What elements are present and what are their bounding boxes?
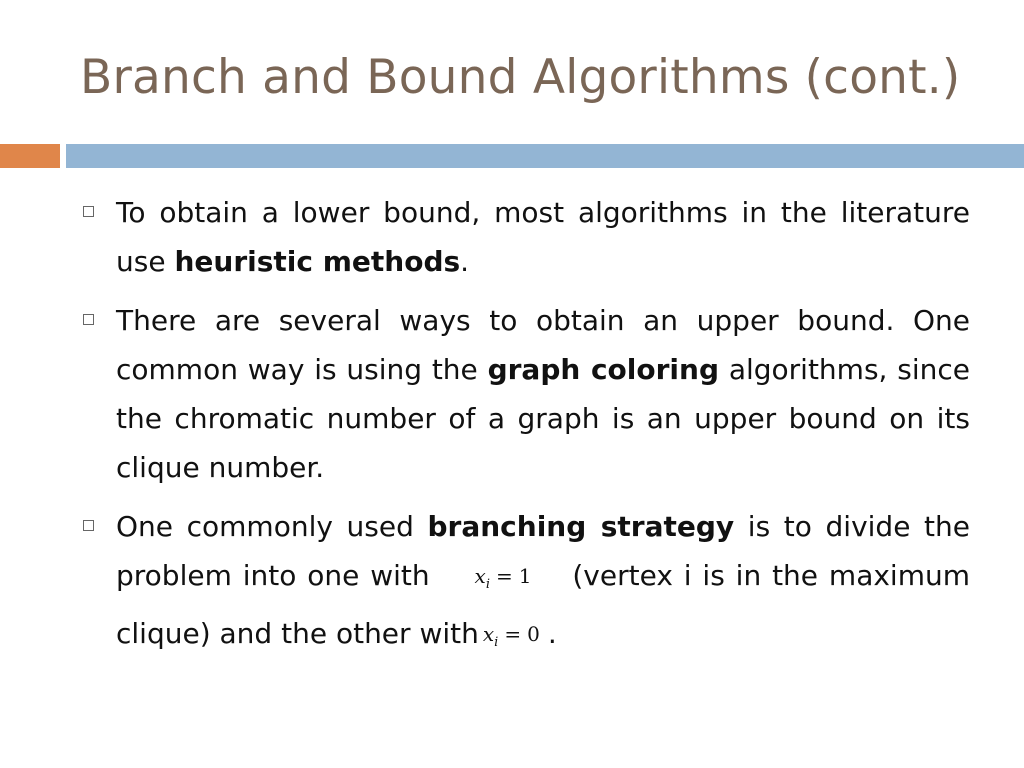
square-bullet-icon bbox=[83, 206, 94, 217]
bullet-list bbox=[80, 188, 970, 677]
square-bullet-icon bbox=[83, 520, 94, 531]
bullet-text: is to divide the problem into one with bbox=[116, 510, 970, 592]
bullet-text: algorithms, since the chromatic number of a graph is an upper bound on its clique number. bbox=[116, 353, 970, 484]
bullet-item-branching bbox=[80, 502, 970, 667]
bullet-item-upper-bound bbox=[80, 296, 970, 492]
bullet-text: One commonly used bbox=[116, 510, 428, 543]
bullet-item-lower-bound bbox=[80, 188, 970, 286]
bullet-bold-text: graph coloring bbox=[487, 353, 720, 386]
accent-bar-orange bbox=[0, 144, 60, 168]
equation-xi-equals-1: $x_i = 1$ bbox=[474, 564, 532, 592]
bullet-text: There are several ways to obtain an upper bound. One common way is using the bbox=[116, 304, 970, 386]
slide-title: Branch and Bound Algorithms (cont.) bbox=[80, 50, 961, 105]
bullet-text: . bbox=[547, 617, 557, 650]
accent-bar-blue bbox=[66, 144, 1024, 168]
bullet-text: (vertex i is in the maximum clique) and the other with bbox=[116, 559, 970, 650]
bullet-bold-text: branching strategy bbox=[427, 510, 735, 543]
bullet-text: . bbox=[460, 245, 470, 278]
square-bullet-icon bbox=[83, 314, 94, 325]
equation-xi-equals-0: $x_i = 0$ bbox=[482, 622, 540, 650]
bullet-bold-text: heuristic methods bbox=[174, 245, 461, 278]
bullet-text: To obtain a lower bound, most algorithms in the literature use bbox=[116, 196, 970, 278]
